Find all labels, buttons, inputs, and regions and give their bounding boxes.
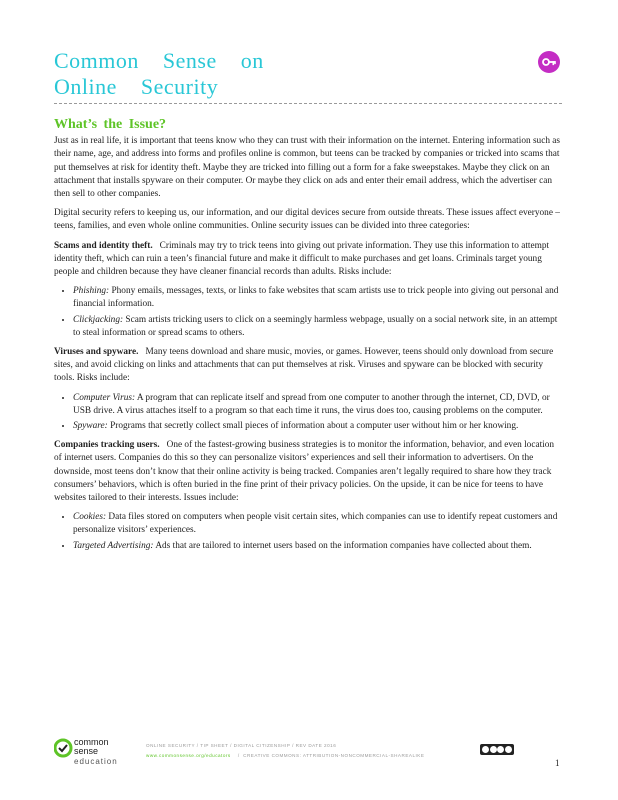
viruses-list <box>54 392 562 434</box>
list-item-text: Phony emails, messages, texts, or links to fake websites that scam artists use to trick people into giving out personal and financial information. <box>73 286 559 310</box>
scams-paragraph <box>54 240 562 280</box>
list-item-text: Scam artists tricking users to click on a seemingly harmless webpage, usually on a social network site, in an attempt to steal information or spread scams to others. <box>73 314 558 338</box>
creative-commons-badge-icon <box>480 744 514 755</box>
title-line-2: Online Security <box>54 74 219 99</box>
page-number: 1 <box>555 758 560 768</box>
viruses-paragraph <box>54 346 562 386</box>
list-item-text: Programs that secretly collect small pieces of information about a computer user without him or her knowing. <box>110 421 519 432</box>
list-item-term: Spyware: <box>73 421 108 432</box>
list-item-term: Phishing: <box>73 286 110 297</box>
logo-word-sense: sense <box>74 746 99 756</box>
list-item-term: Computer Virus: <box>73 392 136 403</box>
viruses-lead: Viruses and spyware. <box>54 347 139 358</box>
sa-icon <box>505 746 512 753</box>
scams-list <box>54 285 562 340</box>
cc-icon <box>482 746 489 753</box>
common-sense-logo <box>54 735 134 769</box>
footer-license: CREATIVE COMMONS: ATTRIBUTION-NONCOMMERCIAL-SHAREALIKE <box>243 753 425 758</box>
tracking-list <box>54 511 562 553</box>
list-item <box>73 540 562 553</box>
logo-word-education: education <box>74 757 118 766</box>
footer-links: www.commonsense.org/educators / CREATIVE COMMONS: ATTRIBUTION-NONCOMMERCIAL-SHAREALIKE <box>146 753 425 758</box>
footer-url[interactable]: www.commonsense.org/educators <box>146 753 231 758</box>
footer-meta-line: ONLINE SECURITY / TIP SHEET / DIGITAL CITIZENSHIP / REV DATE 2016 <box>146 743 337 748</box>
viruses-text: Many teens download and share music, movies, or games. However, teens should only download from secure sites, and avoid clicking on links and attachments that can put themselves at risk. Viruses and spyware can be blocked with security tools. Risks include: <box>54 347 554 384</box>
logo-word-common: common <box>74 737 109 747</box>
list-item-term: Targeted Advertising: <box>73 540 154 551</box>
key-icon <box>538 51 560 73</box>
header-divider <box>54 103 562 104</box>
list-item <box>73 285 562 311</box>
list-item <box>73 420 562 433</box>
section-heading: What’s the Issue? <box>54 117 167 132</box>
tracking-text: One of the fastest-growing business strategies is to monitor the information, behavior, and even location of internet users. Companies do this so they can personalize visitors’ experiences and sell their information to advertisers. On the downside, most teens don’t know that their online activity is being tracked. Companies aren’t legally required to share how they track consumers’ behaviors, which is often buried in the fine print of their privacy policies. On the upside, it can be nice for teens to have websites tailored to their interests. Issues include: <box>54 440 555 504</box>
list-item <box>73 314 562 340</box>
list-item <box>73 511 562 537</box>
list-item-text: Ads that are tailored to internet users based on the information companies have collected about them. <box>155 540 532 551</box>
list-item-text: A program that can replicate itself and spread from one computer to another through the internet, CD, DVD, or USB drive. A virus attaches itself to a program so that each time it runs, the virus does too, causing problems on the computer. <box>73 392 550 416</box>
intro-paragraph-1: Just as in real life, it is important that teens know who they can trust with their information on the internet. Entering information such as their name, age, and address into forms and profiles online is common, but teens can be tracked by companies or tricked into scams that put themselves at risk for identity theft. Maybe they are tricked into filling out a form for a fake sweepstakes. Maybe they click on an attachment that installs spyware on their computer. Or maybe they click on ads and enter their email address, which the advertiser can then sell to other companies. <box>54 136 561 200</box>
scams-text: Criminals may try to trick teens into giving out private information. They use this information to attempt identity theft, which can ruin a teen’s financial future and make it difficult to make purchases and get loans. Criminals target young people and children because they have cleaner financial records than adults. Risks include: <box>54 240 550 278</box>
nc-icon <box>497 746 504 753</box>
tracking-paragraph <box>54 439 562 505</box>
footer-meta <box>146 741 424 761</box>
tracking-lead: Companies tracking users. <box>54 440 160 451</box>
list-item-text: Data files stored on computers when people visit certain sites, which companies can use to identify repeat customers and personalize visitors’ experiences. <box>73 512 558 536</box>
title-line-1: Common Sense on <box>54 48 264 73</box>
main-content <box>54 118 562 559</box>
list-item <box>73 392 562 418</box>
by-icon <box>490 746 497 753</box>
page-title <box>54 48 384 100</box>
list-item-term: Cookies: <box>73 512 107 523</box>
intro-paragraph-2: Digital security refers to keeping us, our information, and our digital devices secure from outside threats. These issues affect everyone – teens, families, and even whole online communities. Online security issues can be divided into three categories: <box>54 208 560 232</box>
list-item-term: Clickjacking: <box>73 314 124 325</box>
scams-lead: Scams and identity theft. <box>54 240 153 251</box>
